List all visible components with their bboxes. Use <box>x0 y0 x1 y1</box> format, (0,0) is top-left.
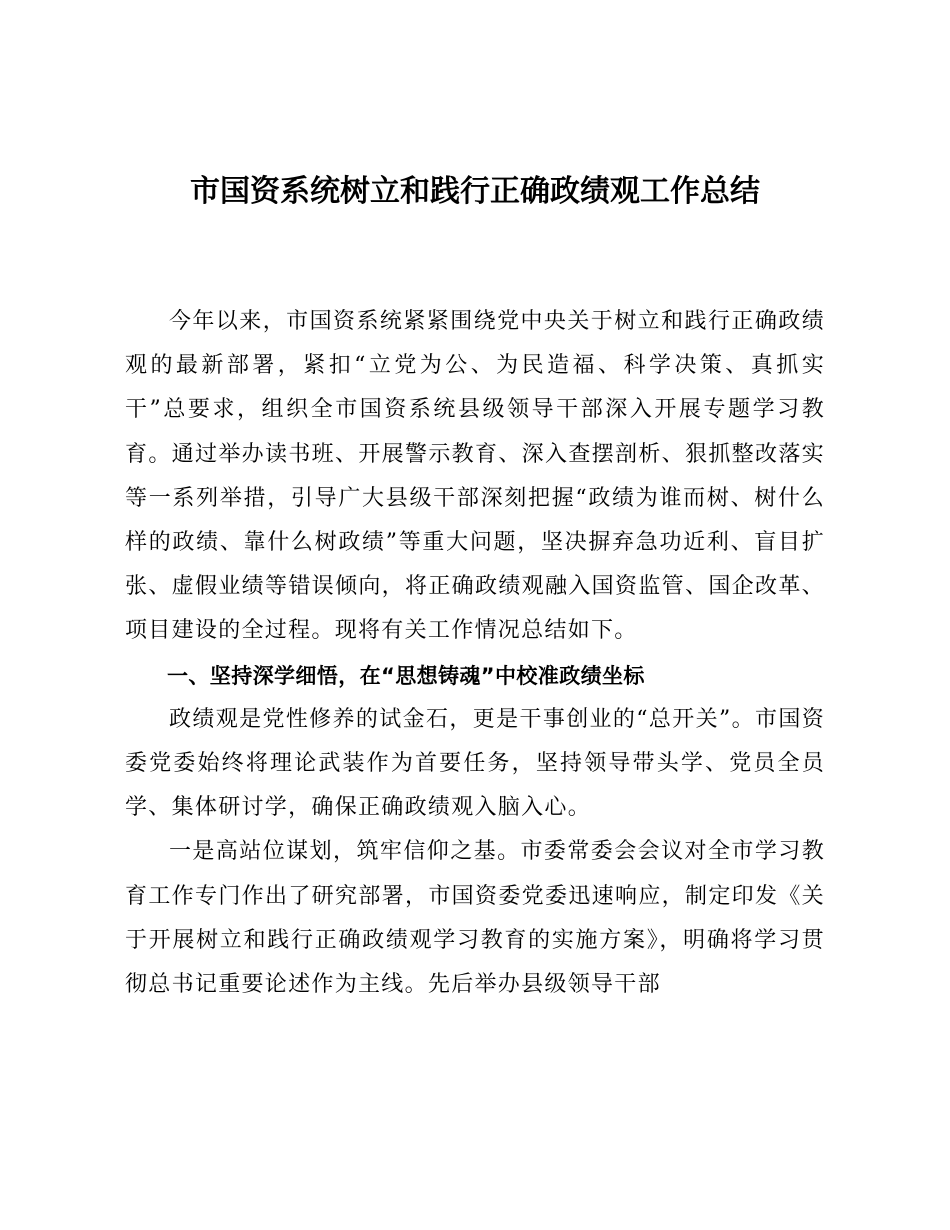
intro-paragraph: 今年以来，市国资系统紧紧围绕党中央关于树立和践行正确政绩观的最新部署，紧扣“立党为公、为民造福、科学决策、真抓实干”总要求，组织全市国资系统县级领导干部深入开展专题学习教育。通过举办读书班、开展警示教育、深入查摆剖析、狠抓整改落实等一系列举措，引导广大县级干部深刻把握“政绩为谁而树、树什么样的政绩、靠什么树政绩”等重大问题，坚决摒弃急功近利、盲目扩张、虚假业绩等错误倾向，将正确政绩观融入国资监管、国企改革、项目建设的全过程。现将有关工作情况总结如下。 <box>125 309 825 644</box>
section-1-paragraph: 政绩观是党性修养的试金石，更是干事创业的“总开关”。市国资委党委始终将理论武装作为首要任务，坚持领导带头学、党员全员学、集体研讨学，确保正确政绩观入脑入心。 <box>125 706 825 821</box>
section-1-point-1-paragraph: 一是高站位谋划，筑牢信仰之基。市委常委会会议对全市学习教育工作专门作出了研究部署，市国资委党委迅速响应，制定印发《关于开展树立和践行正确政绩观学习教育的实施方案》，明确将学习贯彻总书记重要论述作为主线。先后举办县级领导干部 <box>125 839 825 998</box>
document-body <box>125 300 825 1007</box>
document-title: 市国资系统树立和践行正确政绩观工作总结 <box>190 174 760 209</box>
section-heading-1: 一、坚持深学细悟，在“思想铸魂”中校准政绩坐标 <box>167 663 645 688</box>
